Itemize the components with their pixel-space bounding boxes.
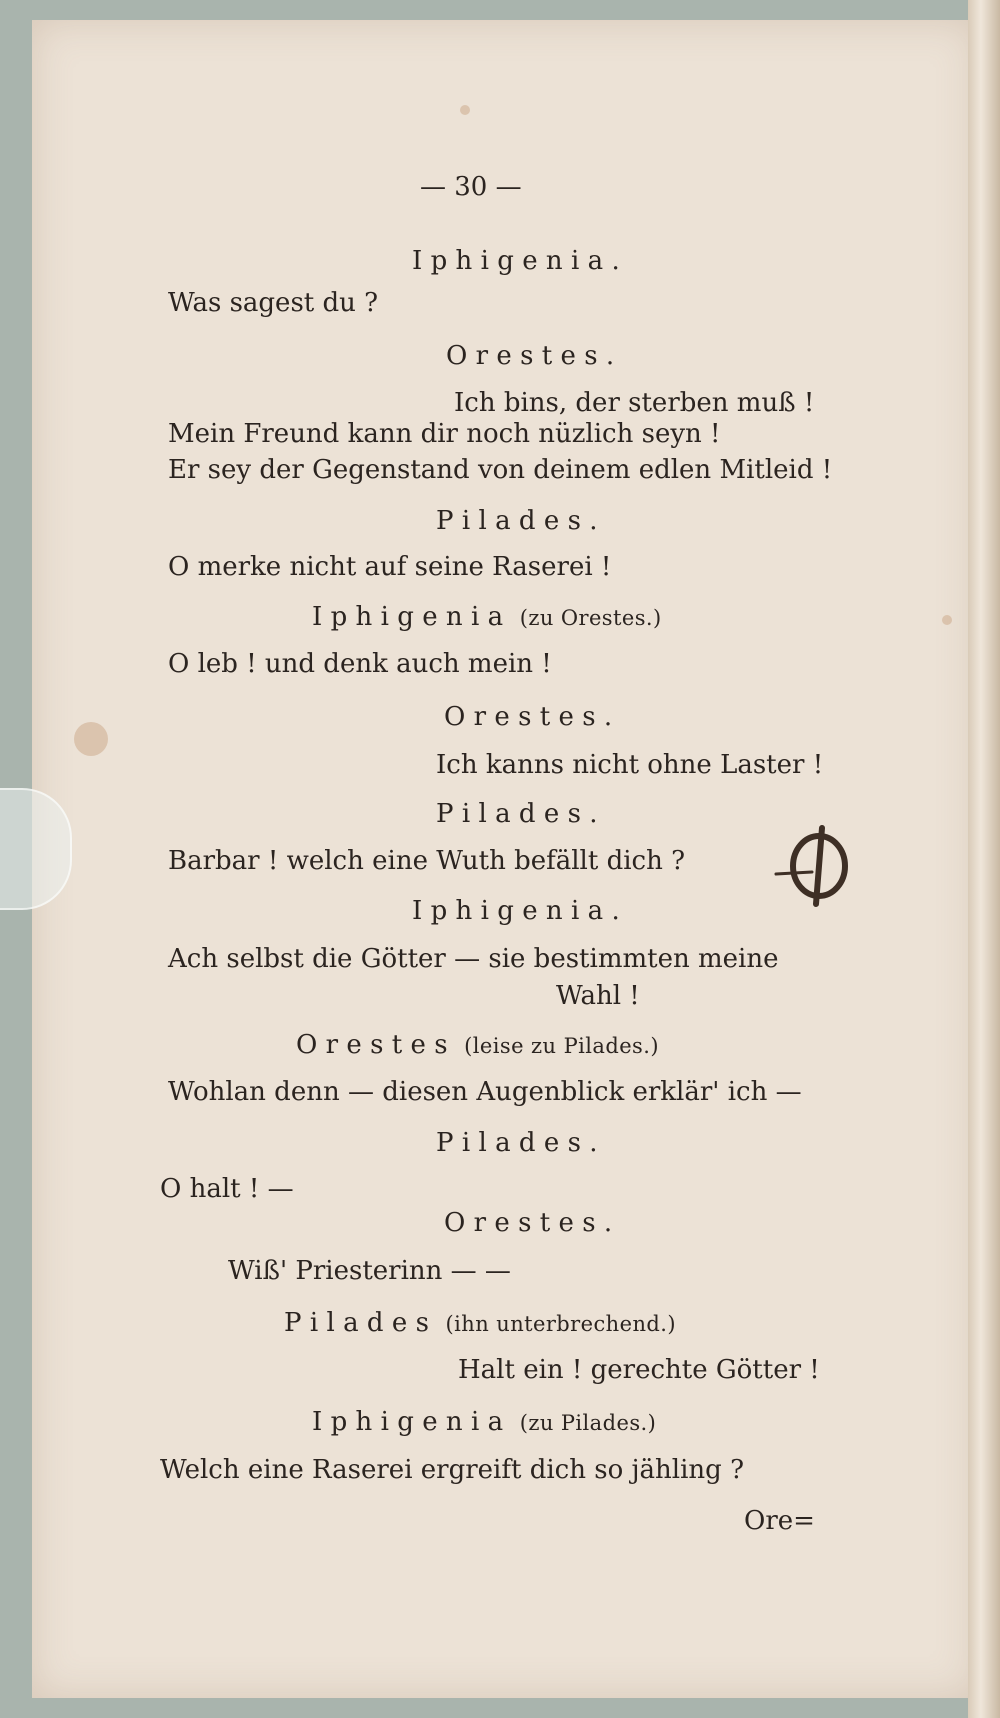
handwritten-mark-icon [772, 820, 862, 910]
dialogue-line: Wahl ! [556, 981, 640, 1011]
dialogue-line: O leb ! und denk auch mein ! [168, 649, 552, 679]
stage-direction: (zu Orestes.) [519, 606, 662, 630]
catchword: Ore= [744, 1506, 815, 1536]
dialogue-line: Ich bins, der sterben muß ! [454, 388, 815, 418]
dialogue-line: Barbar ! welch eine Wuth befällt dich ? [168, 846, 686, 876]
dialogue-line: Ach selbst die Götter — sie bestimmten meine [168, 944, 779, 974]
speaker-heading: Iphigenia [312, 602, 512, 632]
stage-direction: (zu Pilades.) [519, 1411, 657, 1435]
stage-direction: (ihn unterbrechend.) [445, 1312, 676, 1336]
dialogue-line: Mein Freund kann dir noch nüzlich seyn ! [168, 419, 721, 449]
speaker-heading: Orestes. [444, 702, 621, 732]
dialogue-line: Halt ein ! gerechte Götter ! [458, 1355, 820, 1385]
dialogue-line: Wohlan denn — diesen Augenblick erklär' ich — [168, 1077, 802, 1107]
speaker-heading: Iphigenia. [412, 896, 629, 926]
speaker-heading: Pilades. [436, 799, 606, 829]
dialogue-line: O merke nicht auf seine Raserei ! [168, 552, 612, 582]
speaker-heading: Orestes [296, 1030, 456, 1060]
dialogue-line: Wiß' Priesterinn — — [228, 1256, 511, 1286]
speaker-heading-with-stage [312, 604, 662, 630]
page-number: — 30 — [420, 172, 522, 202]
speaker-heading: Iphigenia [312, 1407, 512, 1437]
dialogue-line: Was sagest du ? [168, 288, 379, 318]
dialogue-line: O halt ! — [160, 1174, 294, 1204]
dialogue-line: Er sey der Gegenstand von deinem edlen Mitleid ! [168, 455, 833, 485]
stage-direction: (leise zu Pilades.) [464, 1034, 659, 1058]
dialogue-line: Ich kanns nicht ohne Laster ! [436, 750, 824, 780]
speaker-heading: Iphigenia. [412, 246, 629, 276]
speaker-heading: Orestes. [444, 1208, 621, 1238]
dialogue-line: Welch eine Raserei ergreift dich so jähling ? [160, 1455, 745, 1485]
speaker-heading-with-stage [284, 1310, 676, 1336]
speaker-heading: Pilades. [436, 506, 606, 536]
speaker-heading: Pilades. [436, 1128, 606, 1158]
speaker-heading: Orestes. [446, 341, 623, 371]
speaker-heading-with-stage [296, 1032, 659, 1058]
speaker-heading-with-stage [312, 1409, 656, 1435]
speaker-heading: Pilades [284, 1308, 438, 1338]
